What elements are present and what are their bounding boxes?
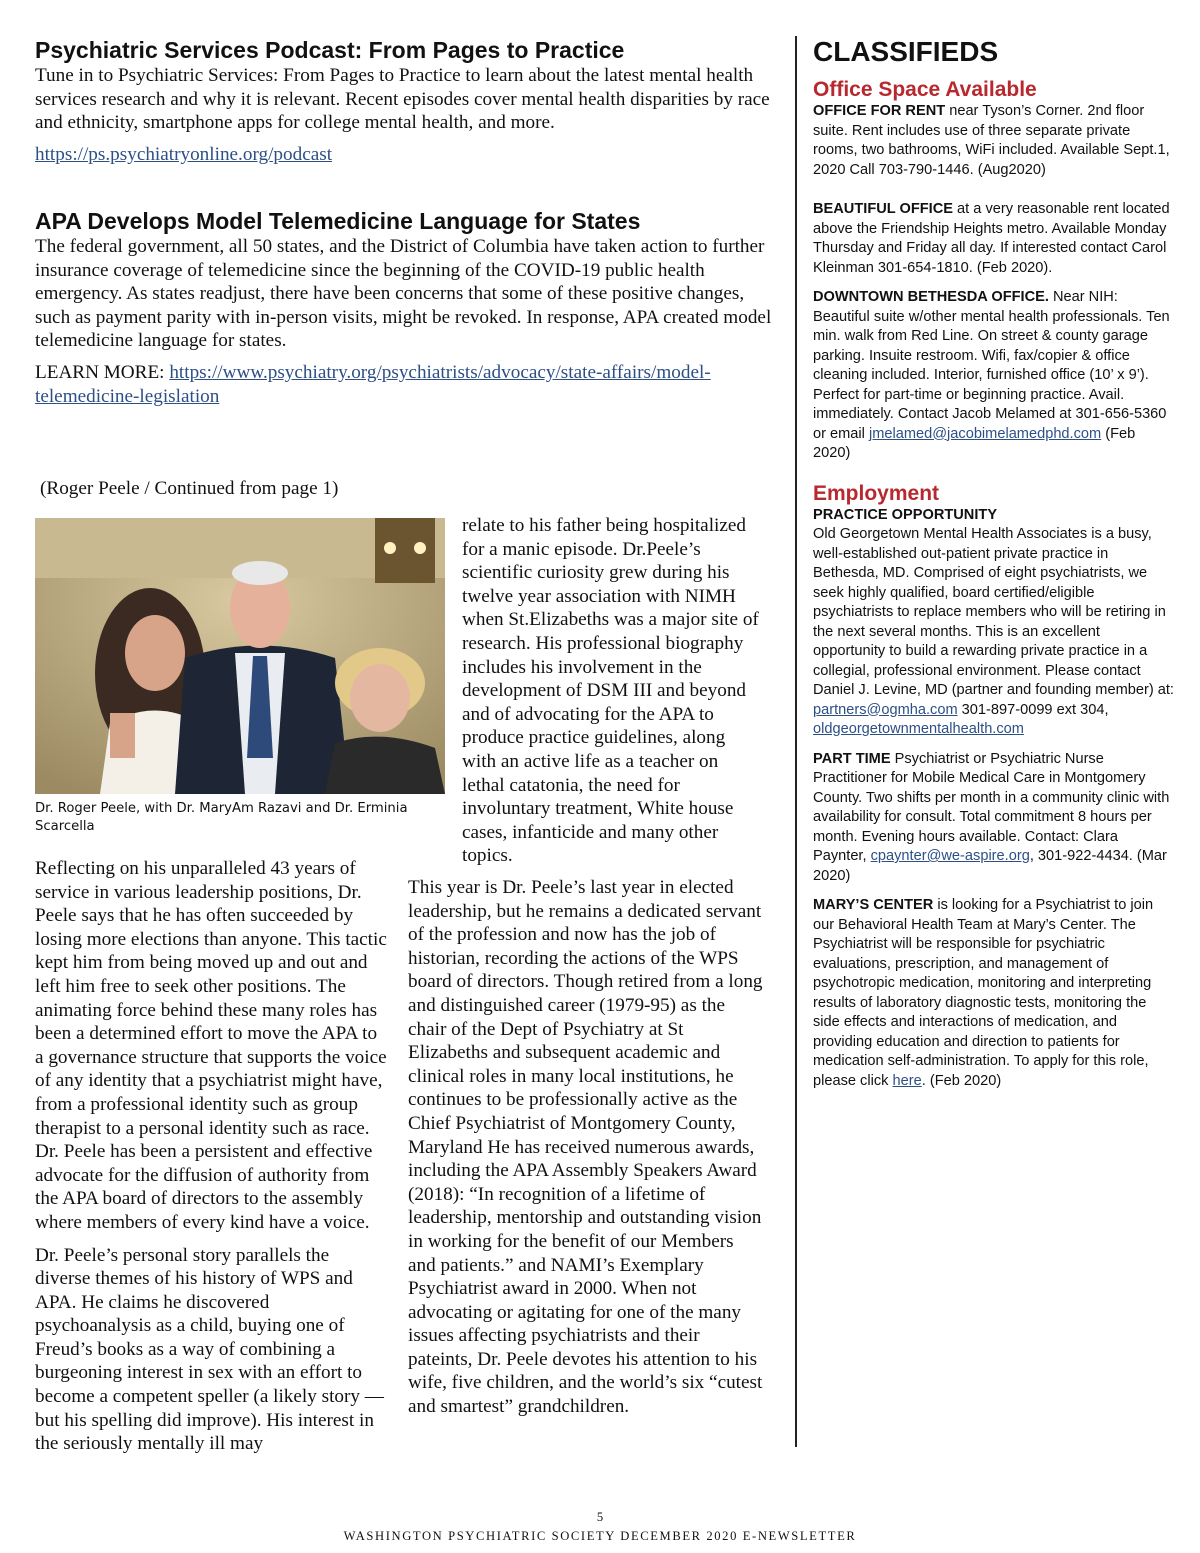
employment-heading: Employment [813,481,940,505]
podcast-body: Tune in to Psychiatric Services: From Pages to Practice to learn about the latest mental health services research and why it is relevant. Recent episodes cover mental health disparities by race and ethnicity, smartphone apps for college mental health, and more. [35,65,770,134]
office-space-heading: Office Space Available [813,78,1037,101]
learn-more [35,361,780,408]
telemed-body: The federal government, all 50 states, and the District of Columbia have taken action to further insurance coverage of telemedicine since the beginning of the COVID-19 public health emergency. As states readjust, there have been concerns that some of these positive changes, such as payment parity with in-person visits, might be revoked. In response, APA created model telemedicine language for states. [35,236,772,352]
telemed-article [35,207,780,408]
telemed-title: APA Develops Model Telemedicine Language for States [35,208,641,234]
chandelier [375,518,435,583]
peele-photo [35,518,445,794]
ad-practice-opportunity: PRACTICE OPPORTUNITY Old Georgetown Mental Health Associates is a busy, well-established out-patient private practice in Bethesda, MD. Comprised of eight psychiatrists, we seek highly qualified, board certified/eligible psychiatrists to replace members who will be retiring in the next several months. This is an excellent opportunity to build a rewarding private practice in a collegial, professional environment. Please contact Daniel J. Levine, MD (partner and founding member) at: partners@ogmha.com 301-897-0099 ext 304, oldgeorgetownmentalhealth.com [813,506,1174,737]
peele-right-bottom [408,876,763,1419]
peele-left-p1: Reflecting on his unparalleled 43 years of service in various leadership positions, Dr. Peele says that he has often succeeded by losing more elections than anyone. This tactic kept him from being moved up and out and left him free to seek other positions. The animating force behind these many roles has been a determined effort to move the APA to a governance structure that supports the voice of any identity that a psychiatrist might have, from a professional identity such as group therapist to a personal identity such as race. Dr. Peele has been a persistent and effective advocate for the diffusion of authority from the APA board of directors to the assembly where members of every kind have a voice. [35,858,387,1233]
podcast-title: Psychiatric Services Podcast: From Pages to Practice [35,37,625,63]
peele-left-column [35,857,387,1456]
photo-caption: Dr. Roger Peele, with Dr. MaryAm Razavi and Dr. Erminia Scarcella [35,801,408,834]
podcast-article [35,36,780,166]
paynter-email-link[interactable]: cpaynter@we-aspire.org [870,848,1030,864]
ogmh-site-link[interactable]: oldgeorgetownmentalhealth.com [813,721,1024,737]
ogmha-email-link[interactable]: partners@ogmha.com [813,701,958,718]
continued-note: (Roger Peele / Continued from page 1) [40,478,339,499]
melamed-email-link[interactable]: jmelamed@jacobimelamedphd.com [868,425,1102,442]
ad-downtown-bethesda: DOWNTOWN BETHESDA OFFICE. Near NIH: Beautiful suite w/other mental health professionals. Ten min. walk from Red Line. On street & county garage parking. Insuite restroom. Wifi, fax/copier & office cleaning included. Interior, furnished office (10’ x 9’). Perfect for part-time or beginning practice. Avail. immediately. Contact Jacob Melamed at 301-656-5360 or email jmelamed@jacobimelamedphd.com (Feb 2020) [813,289,1170,461]
learn-more-label: LEARN MORE: [35,361,165,383]
peele-right-p2: This year is Dr. Peele’s last year in elected leadership, but he remains a dedicated servant of the profession and now has the job of historian, recording the actions of the WPS board of directors. Though retired from a long and distinguished career (1979-95) as the chair of the Dept of Psychiatry at St Elizabeths and subsequent academic and clinical roles in many local institutions, he continues to be professionally active as the Chief Psychiatrist of Montgomery County, Maryland He has received numerous awards, including the APA Assembly Speakers Award (2018): “In recognition of a lifetime of leadership, mentorship and outstanding vision in working for the benefit of our Members and patients.” and NAMI’s Exemplary Psychiatrist award in 2000. When not advocating or agitating for one of the many issues affecting psychiatrists and their pateints, Dr. Peele devotes his attention to his wife, five children, and the world’s six “cutest and smartest” grandchildren. [408,877,763,1418]
page-number: 5 [596,1510,604,1524]
peele-right-p1: relate to his father being hospitalized for a manic episode. Dr.Peele’s scientific curiosity grew during his twelve year association with NIMH when St.Elizabeths was a major site of research. His professional biography includes his involvement in the development of DSM III and beyond and of advocating for the APA to produce practice guidelines, along with an active life as a teacher on lethal catatonia, the need for involuntary treatment, White house cases, infanticide and many other topics. [462,515,759,867]
classifieds-column [813,36,1175,1091]
ad-marys-center: MARY’S CENTER is looking for a Psychiatrist to join our Behavioral Health Team at Mary’s Center. The Psychiatrist will be responsible for psychiatric evaluations, prescription, and management of psychotropic medication, monitoring and interpreting results of laboratory diagnostic tests, monitoring the side effects and interactions of medication, and providing education and direction to patients for medication self-administration. To apply for this role, please click here. (Feb 2020) [813,897,1154,1089]
column-divider [795,36,797,1447]
peele-right-top [462,514,762,868]
peele-left-p2: Dr. Peele’s personal story parallels the diverse themes of his history of WPS and APA. He claims he discovered psychoanalysis as a child, buying one of Freud’s books as a way of combining a burgeoning interest in sex with an effort to become a competent speller (a likely story — but his spelling did improve). His interest in the seriously mentally ill may [35,1244,384,1455]
ad-beautiful-office: BEAUTIFUL OFFICE at a very reasonable rent located above the Friendship Heights metro. Available Monday Thursday and Friday all day. If interested contact Carol Kleinman 301-654-1810. (Feb 2020). [813,201,1170,276]
podcast-link[interactable]: https://ps.psychiatryonline.org/podcast [35,143,333,165]
marys-center-apply-link[interactable]: here [892,1072,922,1089]
newsletter-footer: WASHINGTON PSYCHIATRIC SOCIETY DECEMBER 2020 E-NEWSLETTER [343,1529,857,1543]
ad-part-time: PART TIME Psychiatrist or Psychiatric Nurse Practitioner for Mobile Medical Care in Montgomery County. Two shifts per month in a community clinic with availability for consult. Total commitment 8 hours per month. Evening hours available. Contact: Clara Paynter, cpaynter@we-aspire.org, 301-922-4434. (Mar 2020) [813,750,1170,884]
photo-illustration [35,518,445,794]
telemed-link[interactable]: https://www.psychiatry.org/psychiatrists/advocacy/state-affairs/model- telemedicine-legislation [35,361,711,407]
classifieds-title: CLASSIFIEDS [813,36,999,67]
ad-office-for-rent: OFFICE FOR RENT near Tyson’s Corner. 2nd floor suite. Rent includes use of three separate private rooms, two bathrooms, WiFi included. Available Sept.1, 2020 Call 703-790-1446. (Aug2020) [813,103,1170,178]
